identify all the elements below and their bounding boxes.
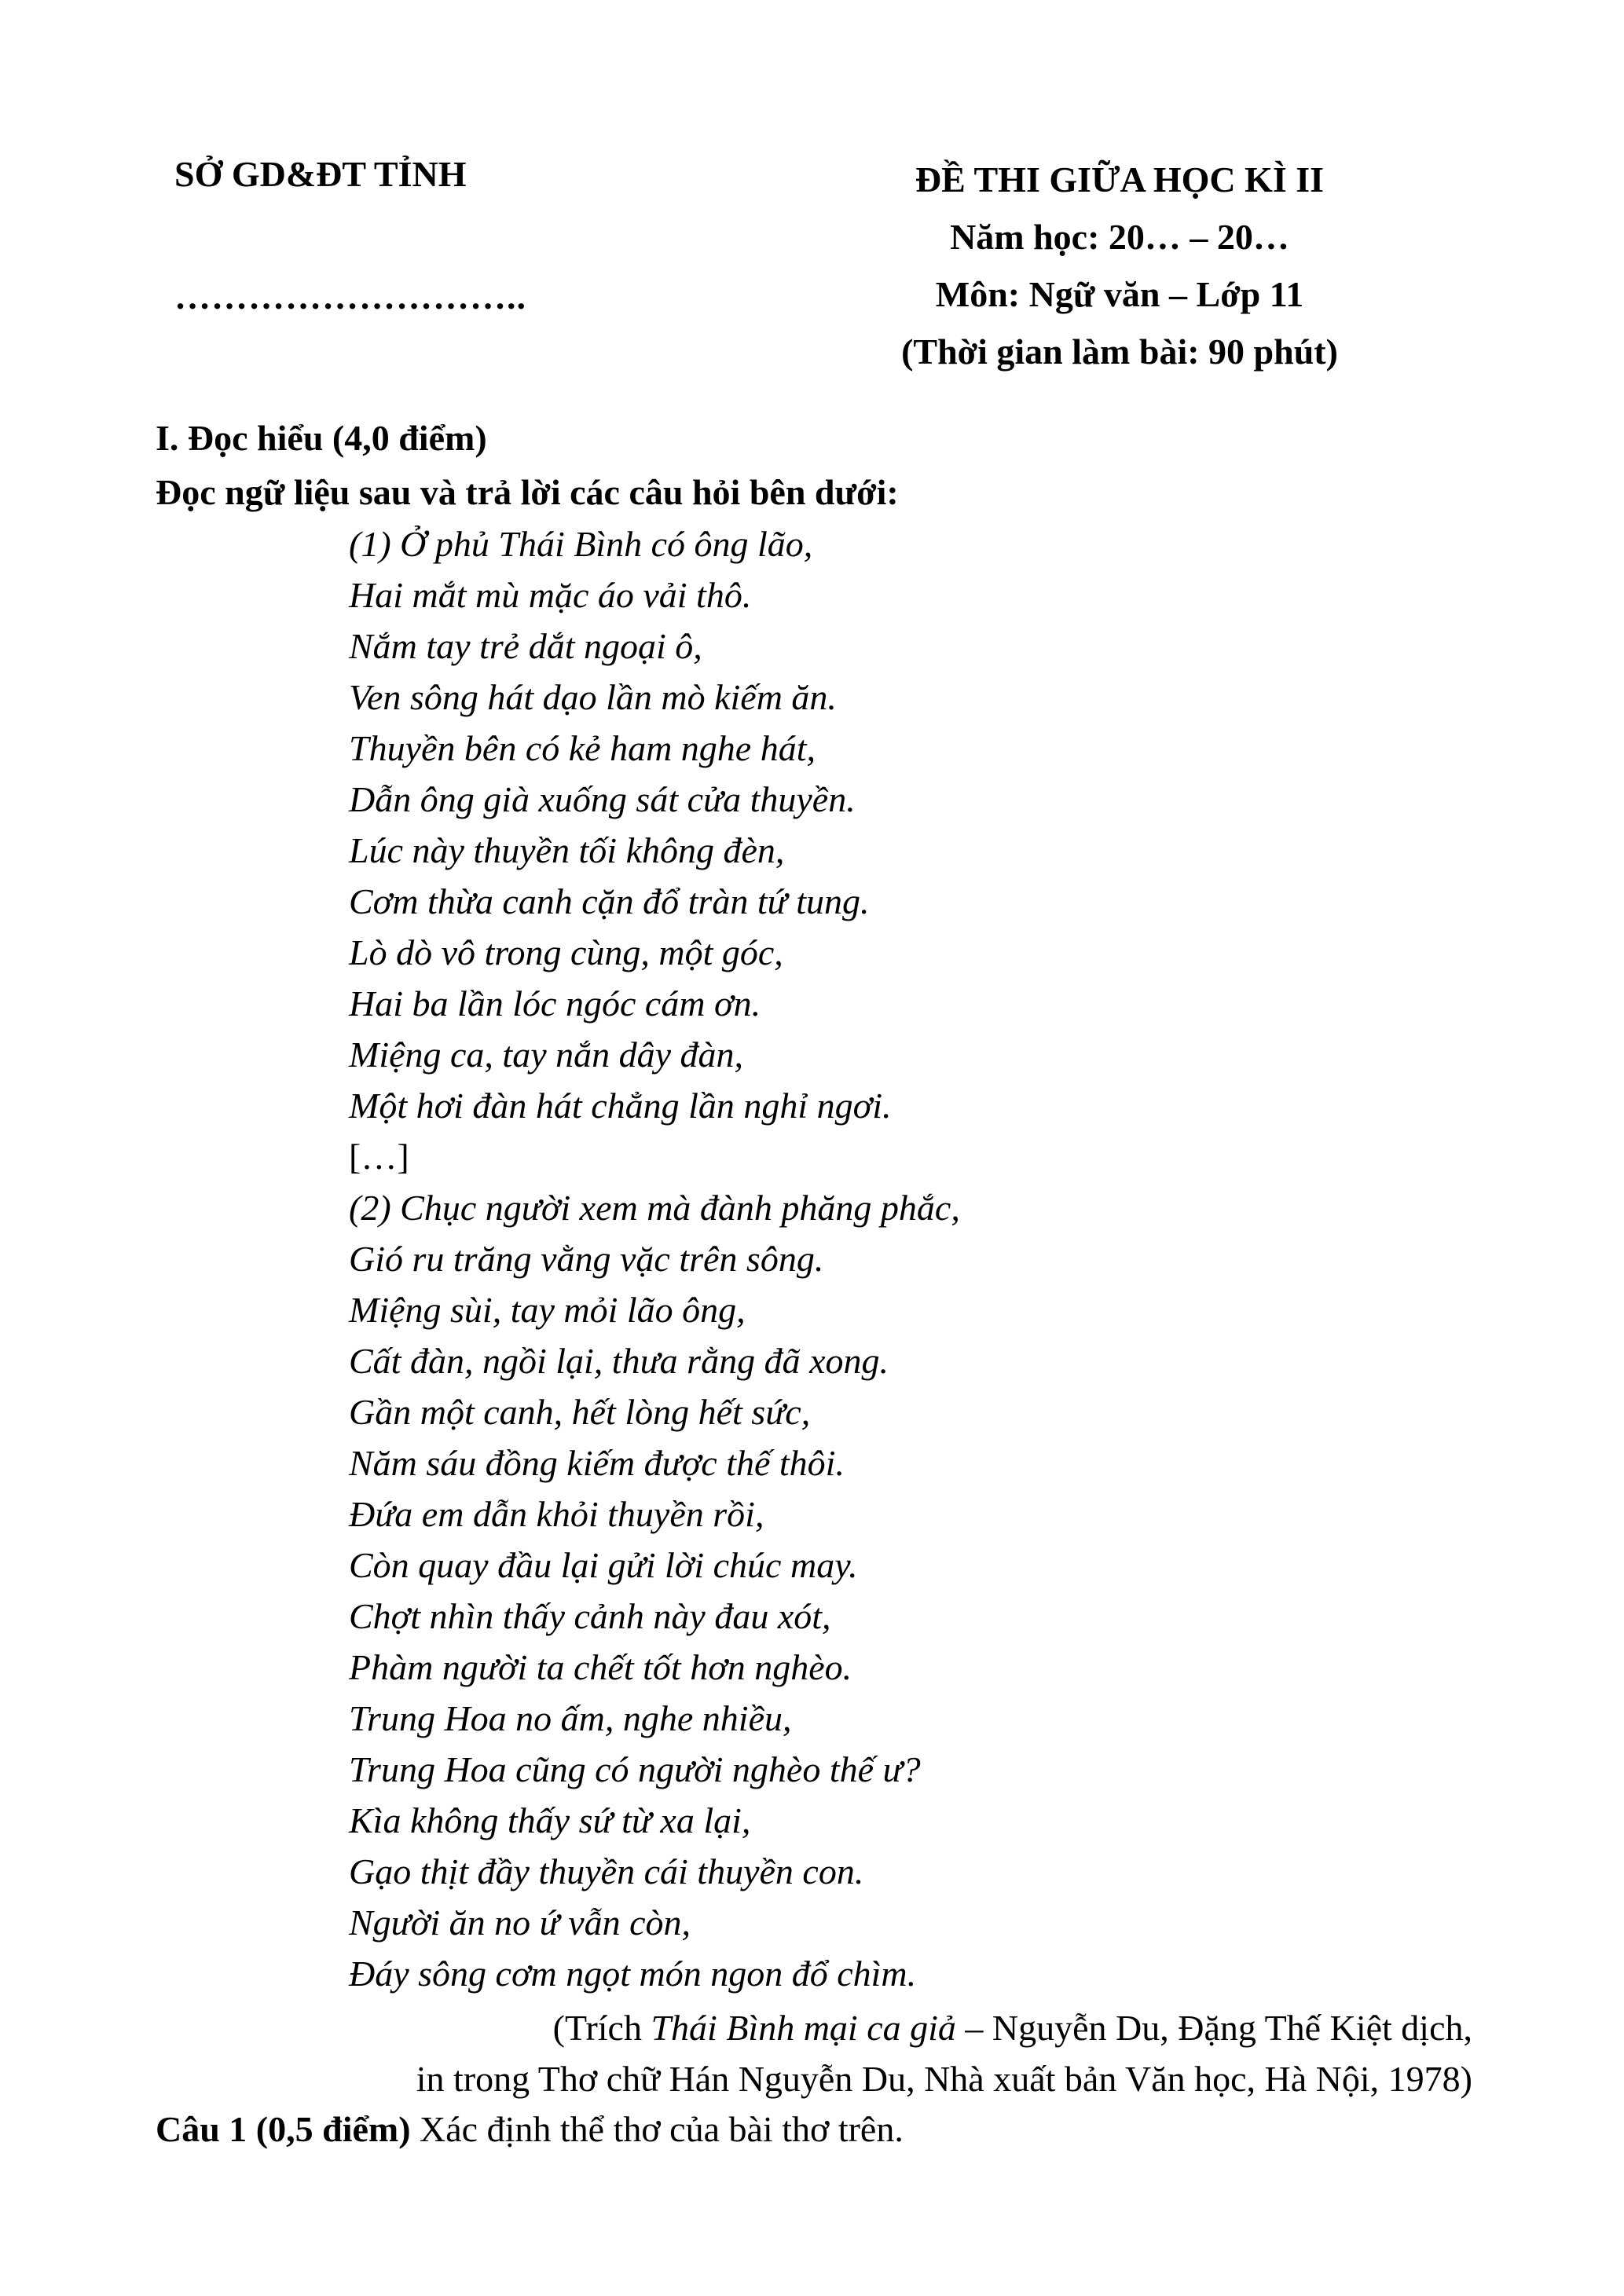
issuing-agency: SỞ GD&ĐT TỈNH — [174, 154, 467, 194]
poem-ellipsis: […] — [349, 1137, 409, 1177]
reading-instruction: Đọc ngữ liệu sau và trả lời các câu hỏi bên dưới: — [156, 472, 899, 512]
poem-line: Hai mắt mù mặc áo vải thô. — [349, 575, 752, 615]
poem-line: Cơm thừa canh cặn đổ tràn tứ tung. — [349, 881, 870, 921]
poem-line: Cất đàn, ngồi lại, thưa rằng đã xong. — [349, 1341, 889, 1381]
poem-line: Gần một canh, hết lòng hết sức, — [349, 1392, 811, 1432]
poem-line: Người ăn no ứ vẫn còn, — [349, 1902, 691, 1943]
poem-stanza-2 — [349, 1182, 960, 1999]
poem-stanza-1 — [349, 518, 960, 1131]
question-1-label: Câu 1 (0,5 điểm) — [156, 2109, 411, 2149]
poem-line: Lúc này thuyền tối không đèn, — [349, 830, 785, 870]
question-1-text: Xác định thể thơ của bài thơ trên. — [410, 2109, 904, 2149]
poem-line: Ven sông hát dạo lần mò kiếm ăn. — [349, 677, 837, 717]
exam-duration: (Thời gian làm bài: 90 phút) — [901, 331, 1338, 372]
poem-line: Miệng sùi, tay mỏi lão ông, — [349, 1290, 746, 1330]
poem-citation — [156, 2002, 1472, 2104]
subject-grade: Môn: Ngữ văn – Lớp 11 — [935, 274, 1304, 314]
poem-line: (2) Chục người xem mà đành phăng phắc, — [349, 1188, 960, 1228]
poem-line: Đáy sông cơm ngọt món ngon đổ chìm. — [349, 1954, 917, 1994]
poem-line: Gió ru trăng vằng vặc trên sông. — [349, 1239, 824, 1279]
section-heading-reading: I. Đọc hiểu (4,0 điểm) — [156, 418, 487, 458]
citation-work-title: Thái Bình mại ca giả — [651, 2008, 956, 2048]
poem-line: Trung Hoa cũng có người nghèo thế ư? — [349, 1749, 921, 1789]
exam-header-block — [817, 151, 1422, 380]
school-year: Năm học: 20… – 20… — [950, 217, 1289, 257]
citation-translator: – Nguyễn Du, Đặng Thế Kiệt dịch, — [955, 2008, 1472, 2048]
poem-excerpt — [349, 518, 960, 1999]
poem-line: Kìa không thấy sứ từ xa lại, — [349, 1800, 751, 1840]
question-1 — [156, 2106, 904, 2153]
agency-dotted-line: ……………………….. — [174, 276, 526, 317]
poem-line: Một hơi đàn hát chẳng lần nghỉ ngơi. — [349, 1086, 892, 1126]
exam-title: ĐỀ THI GIỮA HỌC KÌ II — [915, 159, 1325, 200]
poem-line: Đứa em dẫn khỏi thuyền rồi, — [349, 1494, 764, 1534]
citation-line-1 — [156, 2002, 1472, 2053]
citation-prefix: (Trích — [552, 2008, 651, 2048]
poem-line: Thuyền bên có kẻ ham nghe hát, — [349, 728, 816, 768]
poem-line: Dẫn ông già xuống sát cửa thuyền. — [349, 779, 856, 819]
poem-line: Lò dò vô trong cùng, một góc, — [349, 932, 783, 972]
poem-line: Phàm người ta chết tốt hơn nghèo. — [349, 1647, 852, 1687]
poem-line: (1) Ở phủ Thái Bình có ông lão, — [349, 524, 813, 564]
poem-line: Gạo thịt đầy thuyền cái thuyền con. — [349, 1851, 864, 1891]
poem-line: Hai ba lần lóc ngóc cám ơn. — [349, 983, 761, 1023]
poem-line: Miệng ca, tay nắn dây đàn, — [349, 1034, 744, 1075]
poem-line: Năm sáu đồng kiếm được thế thôi. — [349, 1443, 845, 1483]
citation-line-2: in trong Thơ chữ Hán Nguyễn Du, Nhà xuất bản Văn học, Hà Nội, 1978) — [416, 2059, 1472, 2099]
poem-line: Chợt nhìn thấy cảnh này đau xót, — [349, 1596, 831, 1636]
poem-line: Trung Hoa no ấm, nghe nhiều, — [349, 1698, 792, 1738]
poem-line: Còn quay đầu lại gửi lời chúc may. — [349, 1545, 858, 1585]
poem-line: Nắm tay trẻ dắt ngoại ô, — [349, 626, 702, 666]
